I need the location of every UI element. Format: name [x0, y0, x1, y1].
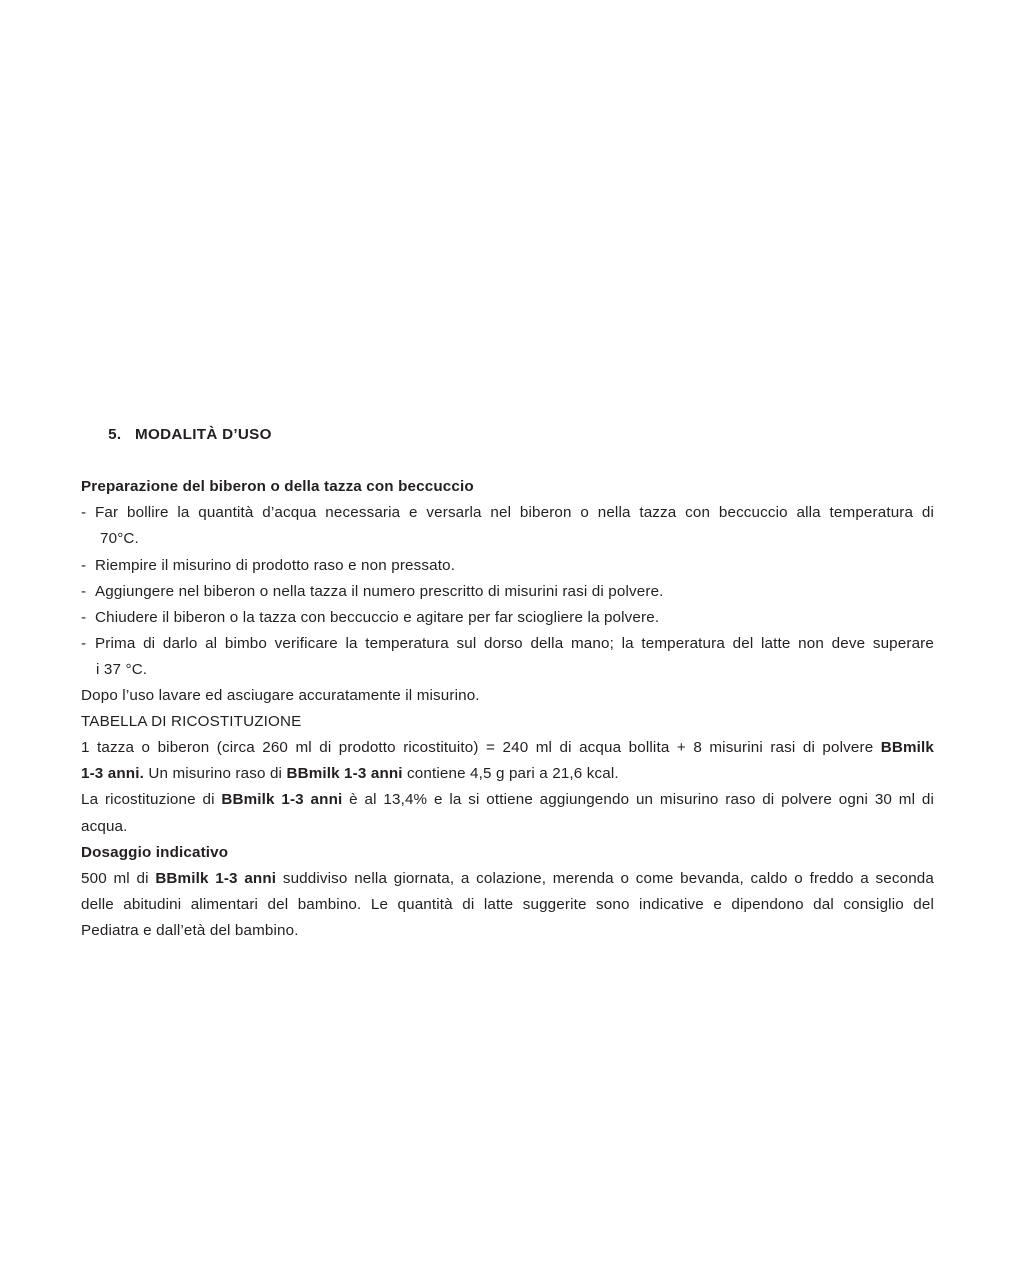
bullet-marker: - [81, 582, 87, 600]
bullet-marker: - [81, 504, 87, 522]
list-item-continuation: i 37 °C. [96, 660, 148, 678]
reconstitution-text-2: Un misurino raso di [143, 765, 287, 783]
list-item-text: Riempire il misurino di prodotto raso e non pressato. [95, 556, 456, 574]
section-heading-gap [121, 426, 135, 443]
section-heading [81, 396, 934, 474]
reconstitution-text-3: contiene 4,5 g pari a 21,6 kcal. [402, 765, 619, 783]
list-item [81, 605, 934, 631]
bullet-marker: - [81, 608, 87, 626]
subheading-preparazione: Preparazione del biberon o della tazza con beccuccio [81, 478, 474, 496]
dosage-text-1: 500 ml di [81, 869, 156, 887]
dosage-line-1 [81, 866, 934, 892]
table-heading: TABELLA DI RICOSTITUZIONE [81, 713, 302, 731]
list-item [81, 631, 934, 683]
list-item-continuation: 70°C. [100, 530, 139, 548]
list-item [81, 500, 934, 552]
dosage-line-2: delle abitudini alimentari del bambino. Le quantità di latte suggerite sono indicative e dipendono dal consiglio del [81, 895, 934, 913]
list-item-text: Prima di darlo al bimbo verificare la temperatura sul dorso della mano; la temperatura del latte non deve superare [95, 634, 934, 652]
ratio-text-1: La ricostituzione di [81, 791, 222, 809]
dosage-text-2: suddiviso nella giornata, a colazione, merenda o come bevanda, caldo o freddo a seconda [276, 869, 935, 887]
dosage-line-3: Pediatra e dall’età del bambino. [81, 921, 299, 939]
product-name-bold: BBmilk [880, 739, 934, 757]
product-name-bold: BBmilk 1-3 anni [286, 765, 403, 783]
reconstitution-ratio-line [81, 787, 934, 813]
reconstitution-line-1 [81, 735, 934, 761]
list-item-text: Far bollire la quantità d’acqua necessaria e versarla nel biberon o nella tazza con beccuccio alla temperatura di [95, 504, 934, 522]
list-item [81, 579, 934, 605]
section-number: 5. [108, 426, 122, 444]
list-item [81, 553, 934, 579]
bullet-marker: - [81, 634, 87, 652]
dosage-heading: Dosaggio indicativo [81, 843, 229, 861]
product-name-bold: BBmilk 1-3 anni [221, 791, 343, 809]
list-item-text: Aggiungere nel biberon o nella tazza il numero prescritto di misurini rasi di polvere. [95, 582, 664, 600]
bullet-marker: - [81, 556, 87, 574]
reconstitution-line-2 [81, 761, 934, 787]
list-item-text: Chiudere il biberon o la tazza con beccuccio e agitare per far sciogliere la polvere. [95, 608, 660, 626]
ratio-text-2: è al 13,4% e la si ottiene aggiungendo un misurino raso di polvere ogni 30 ml di [342, 791, 934, 809]
after-use-note: Dopo l’uso lavare ed asciugare accuratamente il misurino. [81, 687, 480, 705]
product-name-bold: BBmilk 1-3 anni [155, 869, 277, 887]
reconstitution-text-1: 1 tazza o biberon (circa 260 ml di prodotto ricostituito) = 240 ml di acqua bollita + 8 misurini rasi di polvere [81, 739, 881, 757]
section-title: MODALITÀ D’USO [135, 426, 272, 444]
product-name-bold: 1-3 anni. [81, 765, 144, 783]
reconstitution-ratio-continuation: acqua. [81, 817, 128, 835]
document-body [81, 396, 934, 944]
